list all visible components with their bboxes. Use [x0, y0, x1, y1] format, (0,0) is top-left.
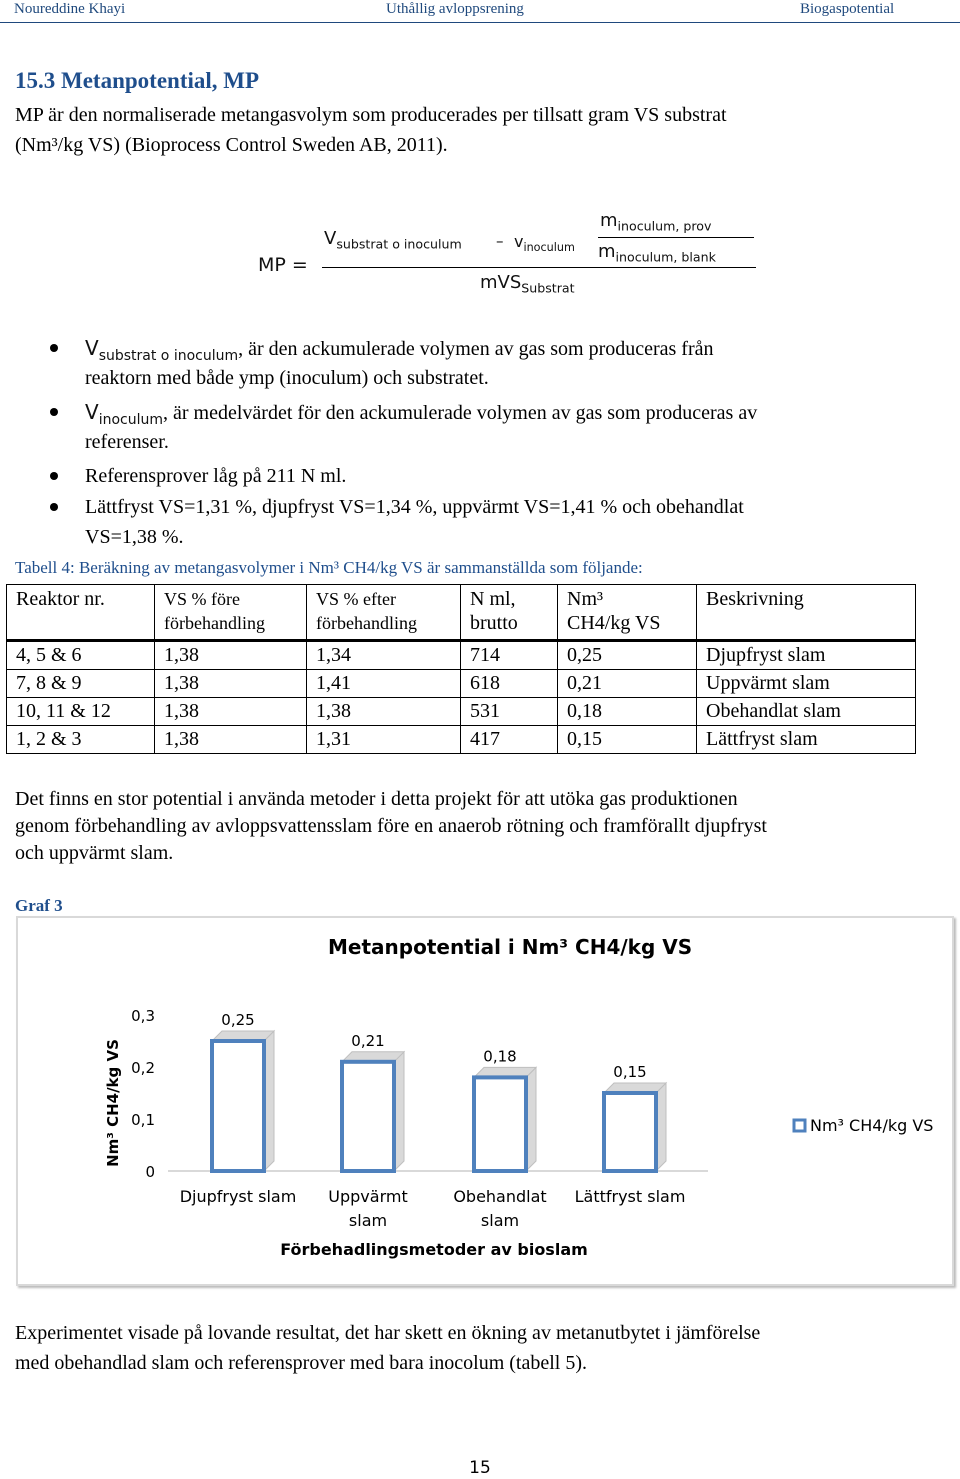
bar — [474, 1077, 526, 1171]
discussion-line-2: genom förbehandling av avloppsvattensslam före en anaerob rötning och framförallt djupfryst — [15, 815, 767, 837]
bar — [212, 1041, 264, 1171]
chart-legend — [794, 1116, 933, 1135]
bullet-item — [50, 492, 950, 552]
table-cell: 1, 2 & 3 — [7, 726, 155, 754]
bullet-item — [50, 397, 950, 457]
table-cell: 7, 8 & 9 — [7, 670, 155, 698]
formula-denominator: mVS$_{Substrat}$ — [480, 272, 575, 296]
formula-v1: $V_{substrat o inoculum}$ — [324, 228, 462, 252]
header-title: Uthållig avloppsrening — [386, 1, 524, 17]
chart-title: Metanpotential i Nm³ CH4/kg VS — [328, 935, 693, 959]
bar — [604, 1093, 656, 1171]
conclusion-line-2: med obehandlad slam och referensprover med bara inocolum (tabell 5). — [15, 1352, 588, 1374]
bullet-line: Referensprover låg på 211 N ml. — [85, 465, 347, 487]
x-tick-label: Djupfryst slam — [179, 1187, 297, 1206]
section-title: 15.3 Metanpotential, MP — [15, 68, 260, 93]
table-cell: 4, 5 & 6 — [7, 641, 155, 670]
x-tick-label: Lättfryst slam — [574, 1187, 686, 1206]
legend-label: Nm³ CH4/kg VS — [810, 1116, 934, 1135]
table-cell: 0,21 — [558, 670, 697, 698]
bullet-dot — [50, 503, 58, 511]
table-row — [7, 641, 916, 670]
bullet-item — [50, 461, 950, 491]
data-label: 0,25 — [221, 1011, 255, 1029]
table-cell: 10, 11 & 12 — [7, 698, 155, 726]
table-header-cell: N ml, brutto — [461, 585, 558, 641]
chart-frame — [16, 916, 954, 1286]
table-cell: 1,38 — [155, 698, 307, 726]
discussion-line-3: och uppvärmt slam. — [15, 842, 174, 864]
formula-m-blank: $m_{inoculum, blank}$ — [598, 241, 716, 265]
table-header-cell: VS % före förbehandling — [155, 585, 307, 641]
table-row — [7, 726, 916, 754]
table-cell: 417 — [461, 726, 558, 754]
table-row — [7, 698, 916, 726]
table-row — [7, 670, 916, 698]
methane-potential-chart — [18, 918, 952, 1284]
table-cell: Uppvärmt slam — [697, 670, 916, 698]
formula-lhs: MP = — [258, 254, 308, 276]
table-cell: 0,25 — [558, 641, 697, 670]
table-header-cell: Nm³ CH4/kg VS — [558, 585, 697, 641]
data-label: 0,18 — [483, 1047, 517, 1066]
table-cell: 0,18 — [558, 698, 697, 726]
table-cell: 0,15 — [558, 726, 697, 754]
table-cell: 1,41 — [307, 670, 461, 698]
table-header-cell: VS % efter förbehandling — [307, 585, 461, 641]
bullet-line: $V_{substrat o inoculum}$, är den ackumulerade volymen av gas som produceras från — [85, 336, 714, 364]
table-cell: 1,38 — [307, 698, 461, 726]
header-author: Noureddine Khayi — [14, 1, 126, 17]
formula-inner-fraction-line — [598, 237, 754, 238]
table-cell: 618 — [461, 670, 558, 698]
page-number: 15 — [469, 1458, 491, 1478]
table-cell: Djupfryst slam — [697, 641, 916, 670]
bar — [342, 1062, 394, 1171]
legend-swatch — [794, 1120, 805, 1131]
table-cell: 1,38 — [155, 670, 307, 698]
table-cell: 1,34 — [307, 641, 461, 670]
bullet-line: VS=1,38 %. — [85, 526, 184, 548]
table-cell: Lättfryst slam — [697, 726, 916, 754]
bullet-dot — [50, 344, 58, 352]
mp-formula — [0, 0, 960, 310]
bullet-dot — [50, 408, 58, 416]
x-tick-label: Uppvärmt — [328, 1187, 408, 1206]
table-cell: 1,38 — [155, 641, 307, 670]
table-cell: 714 — [461, 641, 558, 670]
chart-x-axis-label: Förbehadlingsmetoder av bioslam — [280, 1240, 588, 1259]
results-table — [6, 584, 916, 754]
table-cell: 1,31 — [307, 726, 461, 754]
y-tick-label: 0,3 — [131, 1007, 155, 1025]
table-caption: Tabell 4: Beräkning av metangasvolymer i Nm³ CH4/kg VS är sammanställda som följande: — [15, 558, 643, 577]
y-tick-label: 0 — [145, 1163, 155, 1181]
bullet-line: reaktorn med både ymp (inoculum) och substratet. — [85, 367, 489, 389]
conclusion-line-1: Experimentet visade på lovande resultat, det har skett en ökning av metanutbytet i jämförelse — [15, 1322, 761, 1344]
header-topic: Biogaspotential — [800, 1, 895, 17]
x-tick-label: slam — [348, 1211, 388, 1230]
data-label: 0,21 — [351, 1031, 385, 1050]
table-header-cell: Beskrivning — [697, 585, 916, 641]
bullet-item — [50, 333, 950, 393]
formula-v2: $v_{inoculum}$ — [514, 232, 575, 255]
table-cell: 531 — [461, 698, 558, 726]
table-header-cell: Reaktor nr. — [7, 585, 155, 641]
bullet-line: referenser. — [85, 431, 169, 453]
intro-line-1: MP är den normaliserade metangasvolym som producerades per tillsatt gram VS substrat — [15, 104, 727, 126]
table-header-row — [7, 585, 916, 641]
discussion-line-1: Det finns en stor potential i använda metoder i detta projekt för att utöka gas produktionen — [15, 788, 738, 810]
graph-label: Graf 3 — [15, 896, 63, 915]
bullet-dot — [50, 472, 58, 480]
y-tick-label: 0,1 — [131, 1111, 155, 1129]
chart-y-axis-label: Nm³ CH4/kg VS — [104, 1039, 122, 1167]
intro-line-2: (Nm³/kg VS) (Bioprocess Control Sweden AB, 2011). — [15, 134, 448, 156]
table-cell: Obehandlat slam — [697, 698, 916, 726]
data-label: 0,15 — [613, 1063, 647, 1081]
table-cell: 1,38 — [155, 726, 307, 754]
formula-m-prov: $m_{inoculum, prov}$ — [600, 210, 712, 234]
y-tick-label: 0,2 — [131, 1059, 155, 1077]
bullet-line: $V_{inoculum}$, är medelvärdet för den ackumulerade volymen av gas som produceras av — [85, 400, 758, 428]
x-tick-label: Obehandlat — [453, 1187, 547, 1206]
formula-fraction-line — [322, 267, 756, 268]
formula-minus: – — [496, 232, 504, 250]
bullet-line: Lättfryst VS=1,31 %, djupfryst VS=1,34 %, uppvärmt VS=1,41 % och obehandlat — [85, 496, 744, 518]
x-tick-label: slam — [480, 1211, 520, 1230]
